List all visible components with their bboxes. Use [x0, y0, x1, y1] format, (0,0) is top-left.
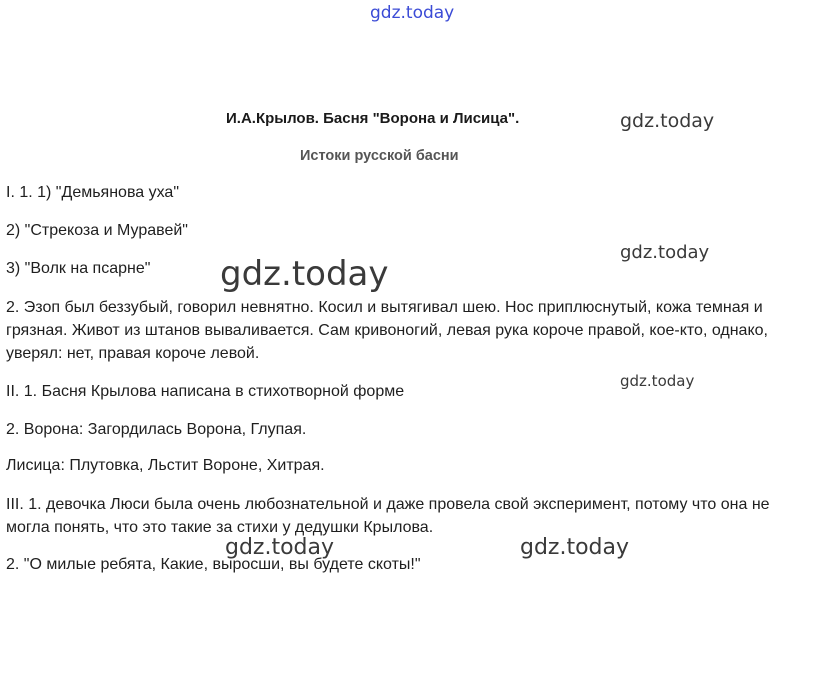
- watermark: gdz.today: [620, 242, 710, 263]
- watermark-top: gdz.today: [370, 3, 455, 23]
- watermark: gdz.today: [620, 372, 695, 390]
- document-title: И.А.Крылов. Басня "Ворона и Лисица".: [226, 110, 520, 127]
- watermark: gdz.today: [620, 110, 715, 132]
- watermark: gdz.today: [520, 535, 630, 560]
- answer-line-5: II. 1. Басня Крылова написана в стихотворной форме: [6, 383, 405, 400]
- answer-line-9: 2. "О милые ребята, Какие, выросши, вы будете скоты!": [6, 556, 421, 573]
- answer-line-1: I. 1. 1) "Демьянова уха": [6, 184, 180, 201]
- document-subtitle: Истоки русской басни: [300, 148, 459, 164]
- answer-line-3: 3) "Волк на псарне": [6, 260, 151, 277]
- watermark: gdz.today: [220, 254, 389, 294]
- answer-paragraph-aesop: 2. Эзоп был беззубый, говорил невнятно. Косил и вытягивал шею. Нос приплюснутый, кожа темная и грязная. Живот из штанов вываливается. Сам кривоногий, левая рука короче правой, кое-кто, однако, уверял: нет, правая короче левой.: [6, 299, 768, 362]
- answer-line-2: 2) "Стрекоза и Муравей": [6, 222, 188, 239]
- watermark: gdz.today: [225, 535, 335, 560]
- answer-paragraph-lucy: III. 1. девочка Люси была очень любознательной и даже провела свой эксперимент, потому что она не могла понять, что это такие за стихи у дедушки Крылова.: [6, 496, 770, 536]
- answer-line-6: 2. Ворона: Загордилась Ворона, Глупая.: [6, 421, 307, 438]
- answer-line-7: Лисица: Плутовка, Льстит Вороне, Хитрая.: [6, 457, 325, 474]
